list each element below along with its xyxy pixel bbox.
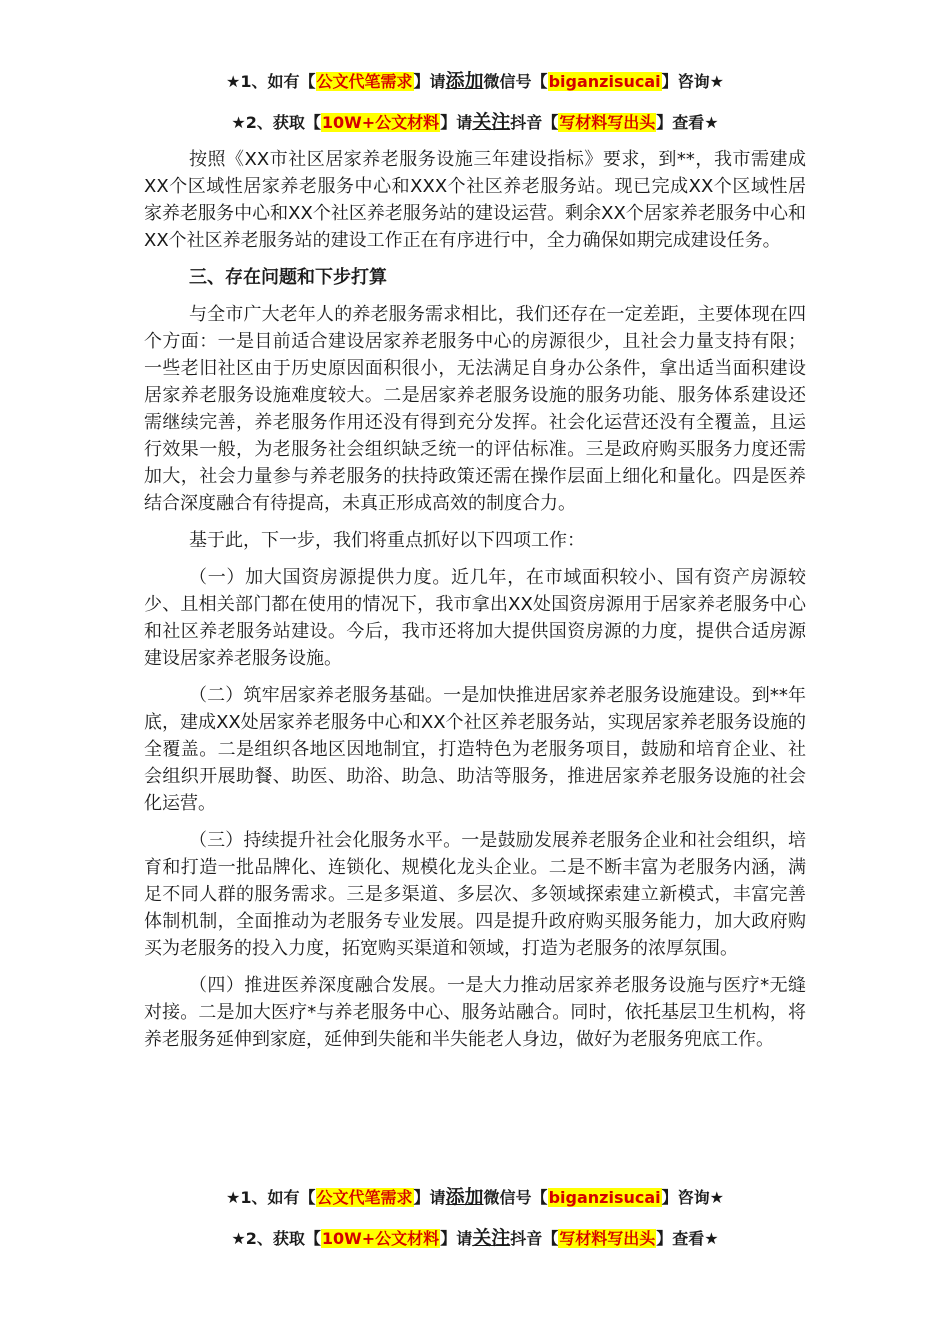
highlight-text: 公文代笔需求 — [316, 1188, 413, 1207]
banner-text: 】查看★ — [656, 113, 719, 132]
douyin-account: 写材料写出头 — [559, 1229, 656, 1248]
douyin-account: 写材料写出头 — [559, 113, 656, 132]
paragraph: （三）持续提升社会化服务水平。一是鼓励发展养老服务企业和社会组织，培育和打造一批品牌化、连锁化、规模化龙头企业。二是不断丰富为老服务内涵，满足不同人群的服务需求。三是多渠道、多层次、多领域探索建立新模式，丰富完善体制机制，全面推动为老服务专业发展。四是提升政府购买服务能力，加大政府购买为老服务的投入力度，拓宽购买渠道和领域，打造为老服务的浓厚氛围。 — [144, 830, 806, 959]
promo-banner-douyin — [0, 110, 950, 135]
wechat-id: biganzisucai — [548, 1188, 661, 1207]
banner-text: 抖音【 — [510, 113, 559, 132]
paragraph: 按照《XX市社区居家养老服务设施三年建设指标》要求，到**，我市需建成XX个区域性居家养老服务中心和XXX个社区养老服务站。现已完成XX个区域性居家养老服务中心和XX个社区养老服务站的建设运营。剩余XX个居家养老服务中心和XX个社区养老服务站的建设工作正在有序进行中，全力确保如期完成建设任务。 — [144, 149, 806, 251]
promo-banner-wechat — [0, 69, 950, 94]
highlight-text: 10W+公文材料 — [321, 113, 440, 132]
promo-banner-wechat-bottom — [0, 1185, 950, 1210]
document-body — [144, 146, 806, 1063]
banner-text: ★1、如有【 — [226, 72, 316, 91]
paragraph: 基于此，下一步，我们将重点抓好以下四项工作： — [189, 530, 585, 551]
banner-text: ★2、获取【 — [231, 1229, 321, 1248]
banner-text: 】咨询★ — [661, 1188, 724, 1207]
highlight-text: 公文代笔需求 — [316, 72, 413, 91]
paragraph: （一）加大国资房源提供力度。近几年，在市域面积较小、国有资产房源较少、且相关部门都在使用的情况下，我市拿出XX处国资房源用于居家养老服务中心和社区养老服务站建设。今后，我市还将加大提供国资房源的力度，提供合适房源建设居家养老服务设施。 — [144, 567, 806, 669]
banner-text: ★1、如有【 — [226, 1188, 316, 1207]
banner-text: 抖音【 — [510, 1229, 559, 1248]
banner-text: 】请 — [413, 1188, 446, 1207]
banner-text: 】请 — [440, 113, 473, 132]
paragraph: （二）筑牢居家养老服务基础。一是加快推进居家养老服务设施建设。到**年底，建成XX处居家养老服务中心和XX个社区养老服务站，实现居家养老服务设施的全覆盖。二是组织各地区因地制宜，打造特色为老服务项目，鼓励和培育企业、社会组织开展助餐、助医、助浴、助急、助洁等服务，推进居家养老服务设施的社会化运营。 — [144, 685, 806, 814]
emphasis-text: 添加 — [445, 70, 484, 92]
paragraph: 与全市广大老年人的养老服务需求相比，我们还存在一定差距，主要体现在四个方面：一是目前适合建设居家养老服务中心的房源很少，且社会力量支持有限；一些老旧社区由于历史原因面积很小，无法满足自身办公条件，拿出适当面积建设居家养老服务设施难度较大。二是居家养老服务设施的服务功能、服务体系建设还需继续完善，养老服务作用还没有得到充分发挥。社会化运营还没有全覆盖，且运行效果一般，为老服务社会组织缺乏统一的评估标准。三是政府购买服务力度还需加大，社会力量参与养老服务的扶持政策还需在操作层面上细化和量化。四是医养结合深度融合有待提高，未真正形成高效的制度合力。 — [144, 304, 806, 514]
wechat-id: biganzisucai — [548, 72, 661, 91]
section-heading: 三、存在问题和下步打算 — [189, 267, 387, 288]
paragraph: （四）推进医养深度融合发展。一是大力推动居家养老服务设施与医疗*无缝对接。二是加大医疗*与养老服务中心、服务站融合。同时，依托基层卫生机构，将养老服务延伸到家庭，延伸到失能和半失能老人身边，做好为老服务兜底工作。 — [144, 975, 806, 1050]
highlight-text: 10W+公文材料 — [321, 1229, 440, 1248]
promo-banner-douyin-bottom — [0, 1226, 950, 1251]
emphasis-text: 关注 — [472, 111, 511, 133]
emphasis-text: 关注 — [472, 1227, 511, 1249]
banner-text: 】咨询★ — [661, 72, 724, 91]
banner-text: ★2、获取【 — [231, 113, 321, 132]
banner-text: 微信号【 — [483, 1188, 548, 1207]
banner-text: 】请 — [440, 1229, 473, 1248]
banner-text: 】请 — [413, 72, 446, 91]
emphasis-text: 添加 — [445, 1186, 484, 1208]
banner-text: 】查看★ — [656, 1229, 719, 1248]
banner-text: 微信号【 — [483, 72, 548, 91]
